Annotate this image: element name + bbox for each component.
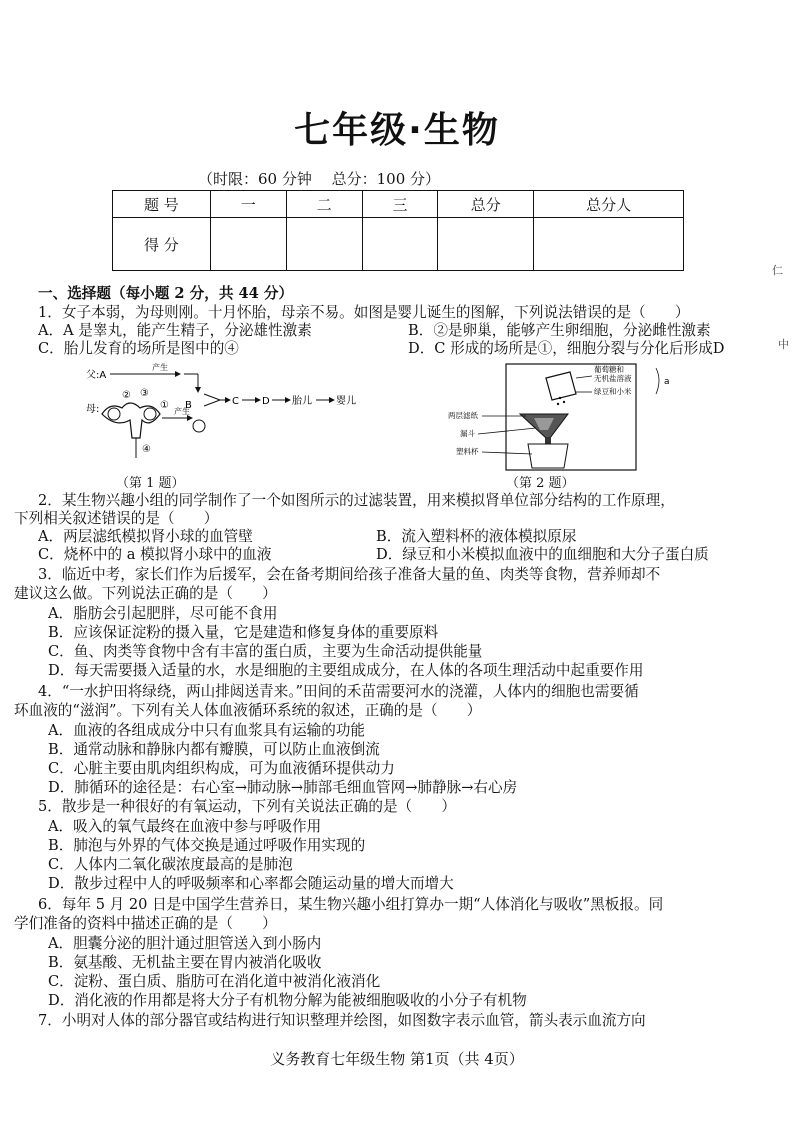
option-d: D．绿豆和小米模拟血液中的血细胞和大分子蛋白质 bbox=[376, 546, 709, 563]
option-b: B．应该保证淀粉的摄入量，它是建造和修复身体的重要原料 bbox=[48, 624, 439, 641]
question-stem: 3．临近中考，家长们作为后援军，会在备考期间给孩子准备大量的鱼、肉类等食物，营养师却不 bbox=[38, 566, 661, 583]
option-b: B．流入塑料杯的液体模拟原尿 bbox=[376, 528, 577, 545]
question-stem-cont: 环血液的“滋润”。下列有关人体血液循环系统的叙述，正确的是（ ） bbox=[14, 702, 482, 719]
option-c: C．鱼、肉类等食物中含有丰富的蛋白质，主要为生命活动提供能量 bbox=[48, 643, 483, 660]
fig1-d-label: D bbox=[262, 396, 270, 407]
fig2-label-paper: 两层滤纸 bbox=[448, 411, 478, 420]
fig1-num-4: ④ bbox=[142, 444, 151, 455]
fig2-label-beans: 绿豆和小米 bbox=[594, 387, 632, 396]
option-a: A．胆囊分泌的胆汁通过胆管送入到小肠内 bbox=[48, 935, 322, 952]
score-header-cell: 二 bbox=[286, 191, 362, 218]
option-d: D．消化液的作用都是将大分子有机物分解为能被细胞吸收的小分子有机物 bbox=[48, 992, 527, 1009]
question-stem-cont: 建议这么做。下列说法正确的是（ ） bbox=[14, 585, 277, 602]
question-stem: 5．散步是一种很好的有氧运动，下列有关说法正确的是（ ） bbox=[38, 798, 456, 815]
fig2-label-a: a bbox=[664, 377, 670, 387]
option-b: B．②是卵巢，能够产生卵细胞，分泌雌性激素 bbox=[408, 322, 711, 339]
score-header-cell: 题 号 bbox=[113, 191, 211, 218]
question-stem: 4．“一水护田将绿绕，两山排闼送青来。”田间的禾苗需要河水的浇灌，人体内的细胞也需要循 bbox=[38, 683, 639, 700]
option-d: D．肺循环的途径是：右心室→肺动脉→肺部毛细血管网→肺静脉→右心房 bbox=[48, 779, 518, 796]
score-cell[interactable] bbox=[534, 218, 684, 271]
option-b: B．肺泡与外界的气体交换是通过呼吸作用实现的 bbox=[48, 837, 366, 854]
score-header-cell: 一 bbox=[210, 191, 286, 218]
option-b: B．通常动脉和静脉内都有瓣膜，可以防止血液倒流 bbox=[48, 741, 380, 758]
option-c: C．淀粉、蛋白质、脂肪可在消化道中被消化液消化 bbox=[48, 973, 381, 990]
option-c: C．人体内二氧化碳浓度最高的是肺泡 bbox=[48, 856, 293, 873]
side-mark: 仁 bbox=[772, 264, 783, 277]
score-cell[interactable] bbox=[362, 218, 438, 271]
fig1-num-3: ③ bbox=[140, 388, 149, 399]
score-cell[interactable] bbox=[438, 218, 534, 271]
question-stem: 2．某生物兴趣小组的同学制作了一个如图所示的过滤装置，用来模拟肾单位部分结构的工作原理， bbox=[38, 492, 675, 509]
side-mark: 中 bbox=[778, 338, 789, 351]
page-footer: 义务教育七年级生物 第1页（共 4页） bbox=[270, 1050, 524, 1068]
fig1-b-label: B bbox=[185, 400, 192, 411]
score-cell[interactable] bbox=[210, 218, 286, 271]
page-title: 七年级·生物 bbox=[294, 110, 500, 151]
figure-2-filter-apparatus bbox=[448, 362, 684, 472]
option-a: A．血液的各组成成分中只有血浆具有运输的功能 bbox=[48, 722, 366, 739]
option-c: C．烧杯中的 a 模拟肾小球中的血液 bbox=[38, 546, 272, 563]
fig1-mother-label: 母: bbox=[86, 404, 100, 415]
fig1-num-2: ② bbox=[122, 390, 131, 401]
fig1-c-label: C bbox=[232, 396, 239, 407]
score-table-score-row bbox=[113, 218, 684, 271]
fig2-beaker bbox=[546, 372, 576, 400]
option-a: A．吸入的氧气最终在血液中参与呼吸作用 bbox=[48, 818, 322, 835]
score-header-cell: 三 bbox=[362, 191, 438, 218]
score-table-header-row bbox=[113, 191, 684, 218]
figure-1-caption: （第 1 题） bbox=[116, 476, 185, 491]
option-b: B．氨基酸、无机盐主要在胃内被消化吸收 bbox=[48, 954, 322, 971]
score-cell[interactable] bbox=[286, 218, 362, 271]
option-c: C．心脏主要由肌肉组织构成，可为血液循环提供动力 bbox=[48, 760, 395, 777]
fig1-produce-label: 产生 bbox=[152, 363, 168, 372]
fig2-label-glucose: 葡萄糖和 bbox=[594, 365, 624, 374]
option-d: D．散步过程中人的呼吸频率和心率都会随运动量的增大而增大 bbox=[48, 875, 454, 892]
fig1-father-label: 父:A bbox=[86, 370, 107, 381]
fig2-label-salt: 无机盐溶液 bbox=[594, 374, 632, 383]
score-header-cell: 总分人 bbox=[534, 191, 684, 218]
fig2-label-funnel: 漏斗 bbox=[460, 429, 475, 438]
question-stem: 7．小明对人体的部分器官或结构进行知识整理并绘图，如图数字表示血管，箭头表示血流方向 bbox=[38, 1012, 646, 1029]
fig1-baby-label: 婴儿 bbox=[336, 396, 356, 407]
option-d: D．C 形成的场所是①，细胞分裂与分化后形成D bbox=[408, 340, 725, 357]
option-a: A．脂肪会引起肥胖，尽可能不食用 bbox=[48, 605, 278, 622]
score-header-cell: 总分 bbox=[438, 191, 534, 218]
question-stem: 1．女子本弱，为母则刚。十月怀胎，母亲不易。如图是婴儿诞生的图解，下列说法错误的是（ ） bbox=[38, 304, 690, 321]
section-heading: 一、选择题（每小题 2 分，共 44 分） bbox=[38, 285, 294, 302]
fig1-fetus-label: 胎儿 bbox=[292, 396, 312, 407]
option-a: A．两层滤纸模拟肾小球的血管壁 bbox=[38, 528, 253, 545]
question-stem: 6．每年 5 月 20 日是中国学生营养日，某生物兴趣小组打算办一期“人体消化与吸收”黑板报。同 bbox=[38, 896, 664, 913]
fig1-num-1: ① bbox=[160, 400, 169, 411]
figure-2-caption: （第 2 题） bbox=[506, 476, 575, 491]
question-stem-cont: 下列相关叙述错误的是（ ） bbox=[14, 510, 219, 527]
figure-1-birth-diagram bbox=[80, 362, 390, 470]
fig1-produce-label-2: 产生 bbox=[174, 407, 190, 416]
score-table bbox=[112, 190, 684, 271]
option-c: C．胎儿发育的场所是图中的④ bbox=[38, 340, 239, 357]
option-d: D．每天需要摄入适量的水，水是细胞的主要组成成分，在人体的各项生理活动中起重要作用 bbox=[48, 662, 644, 679]
option-a: A．A 是睾丸，能产生精子，分泌雄性激素 bbox=[38, 322, 312, 339]
fig2-label-cup: 塑料杯 bbox=[456, 447, 479, 456]
question-stem-cont: 学们准备的资料中描述正确的是（ ） bbox=[14, 915, 277, 932]
score-row-label: 得 分 bbox=[113, 218, 211, 271]
time-info: （时限：60 分钟 总分：100 分） bbox=[198, 170, 441, 188]
